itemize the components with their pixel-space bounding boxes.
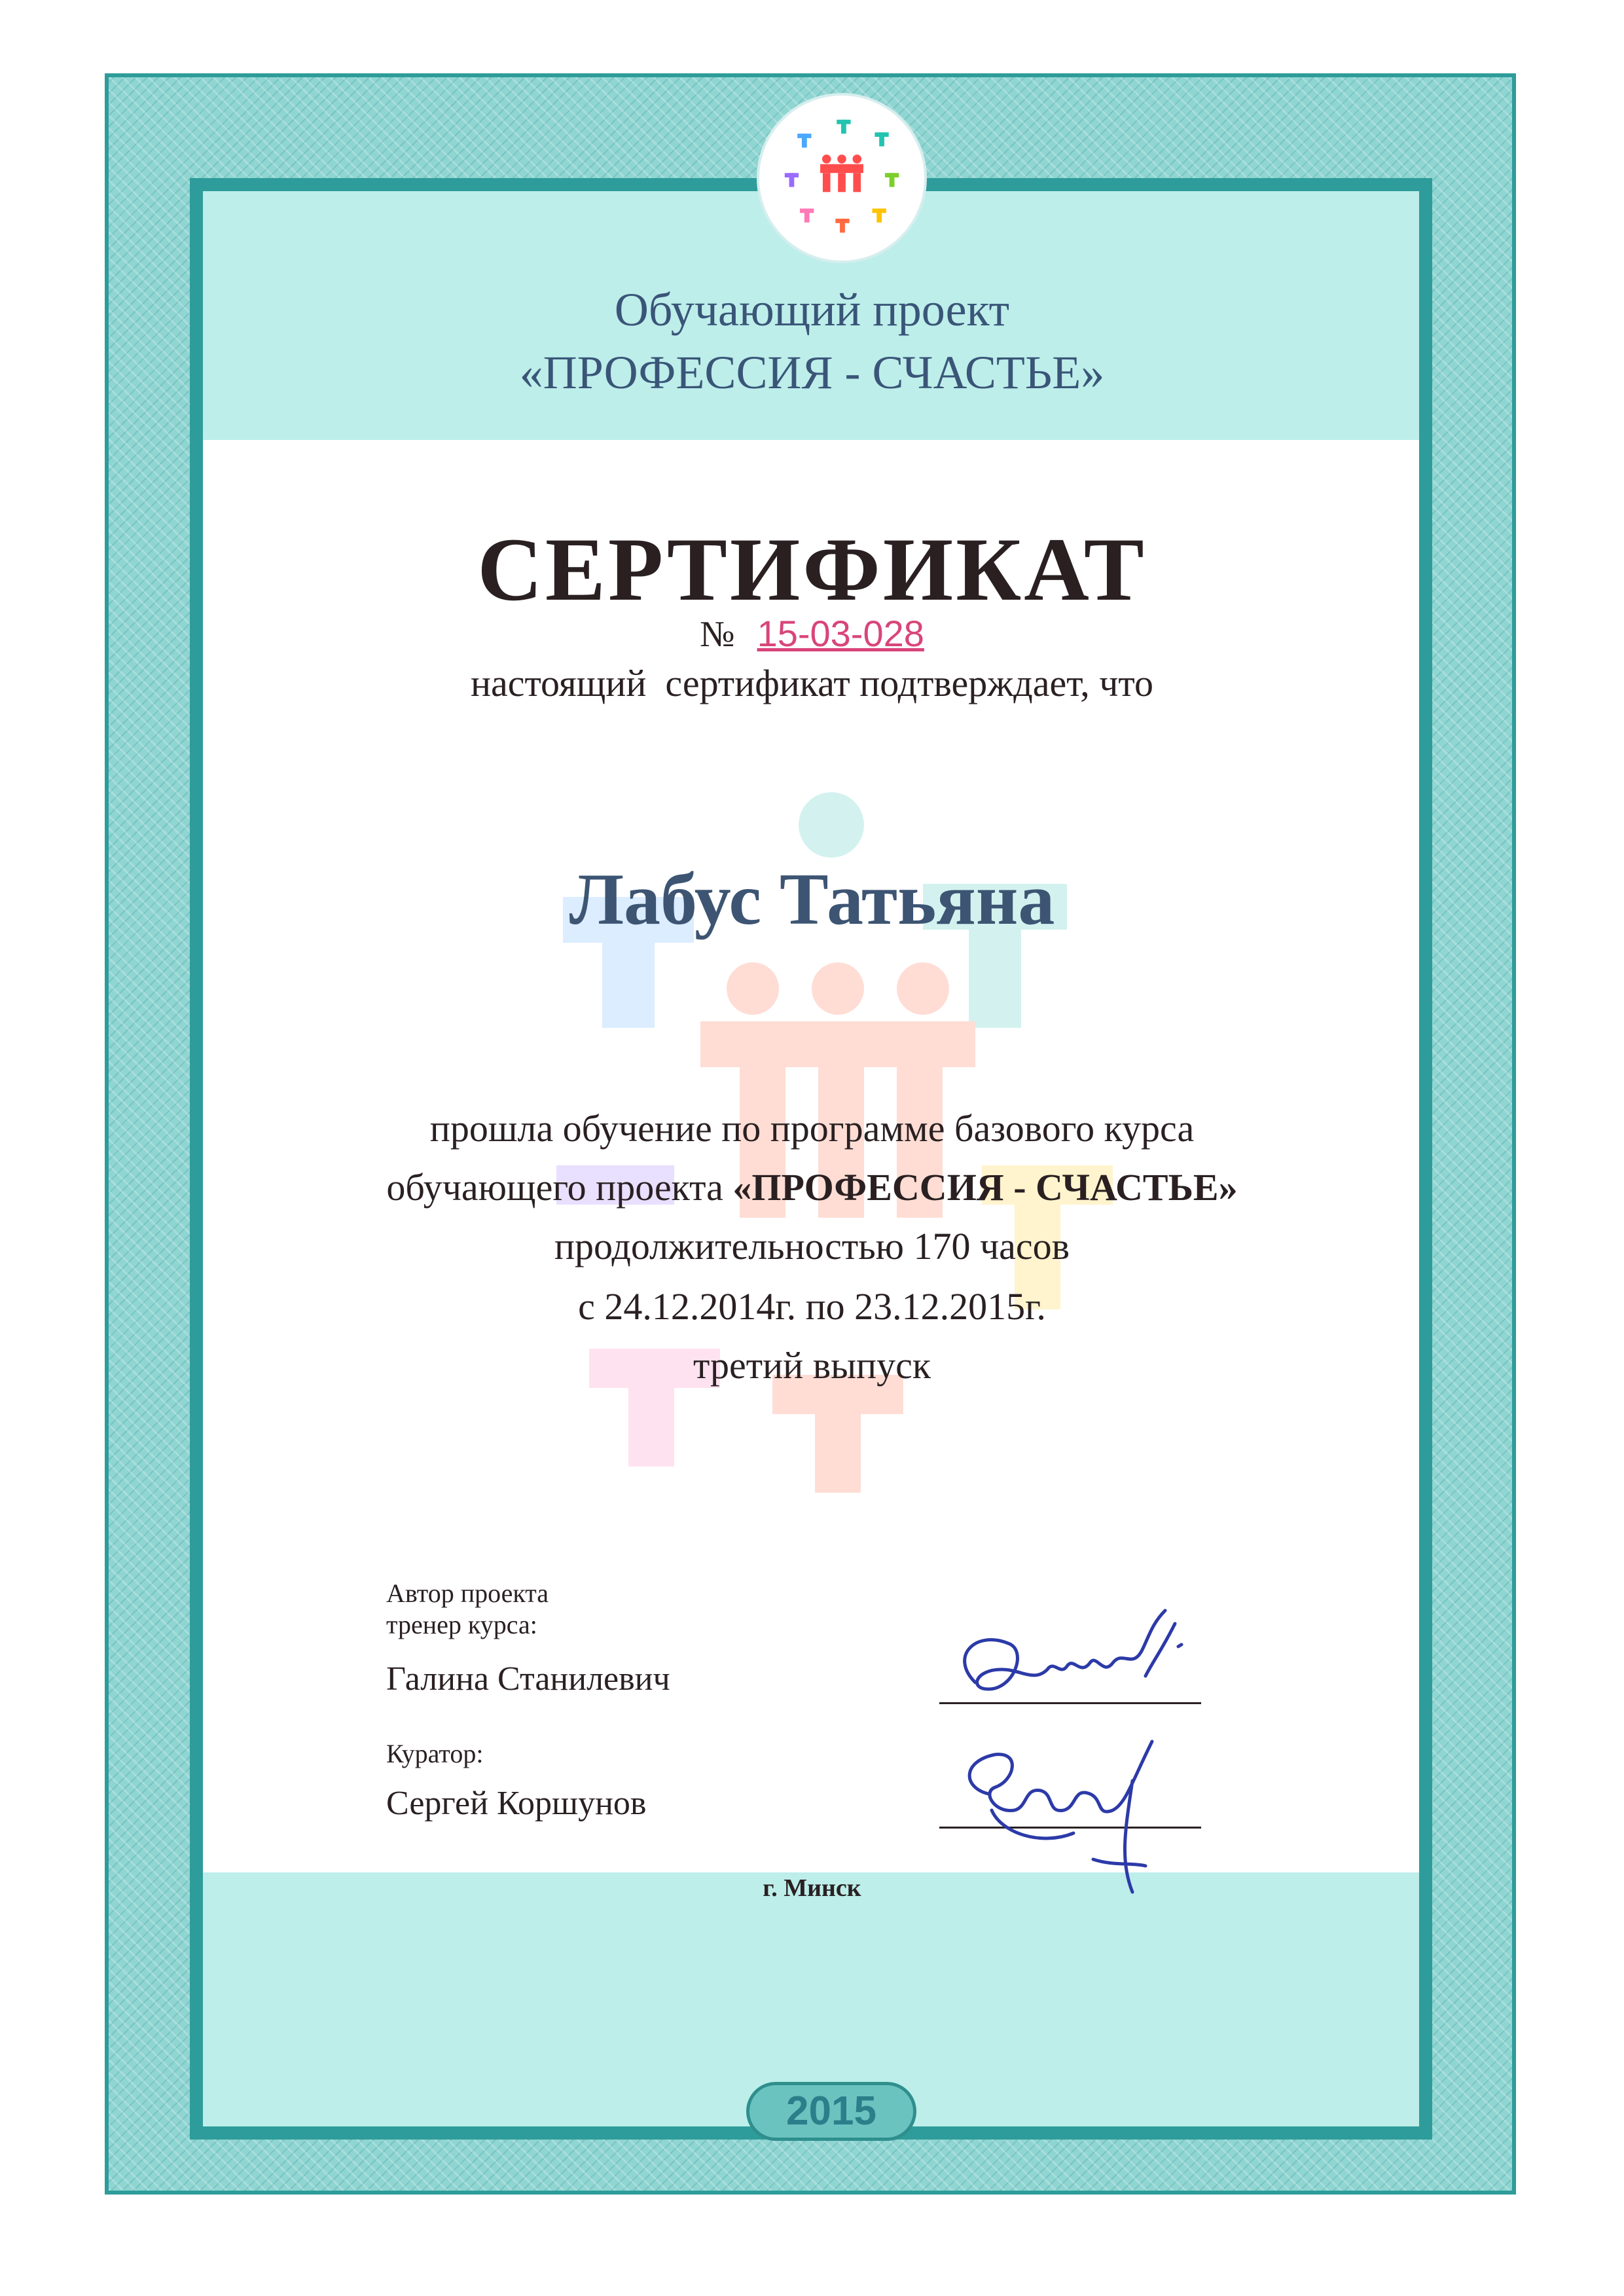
body-line-2-project: «ПРОФЕССИЯ - СЧАСТЬЕ» [732, 1166, 1238, 1209]
confirmation-text: настоящий сертификат подтверждает, что [470, 662, 1154, 704]
author-label-1: Автор проекта [386, 1578, 549, 1608]
curator-label: Куратор: [386, 1739, 484, 1768]
body-line-4: с 24.12.2014г. по 23.12.2015г. [578, 1285, 1046, 1328]
curator-name: Сергей Коршунов [386, 1785, 647, 1822]
certificate-number-row [0, 612, 1624, 655]
body-line-1: прошла обучение по программе базового курса [429, 1107, 1195, 1150]
project-title-line1: Обучающий проект [614, 283, 1010, 336]
author-name: Галина Станилевич [386, 1660, 670, 1698]
body-line-3: продолжительностью 170 часов [554, 1225, 1070, 1267]
body-line-2-prefix: обучающего проекта [386, 1166, 723, 1209]
certificate-title: СЕРТИФИКАТ [477, 519, 1147, 619]
year-badge: 2015 [746, 2082, 916, 2141]
author-label-2: тренер курса: [386, 1610, 537, 1639]
people-logo-icon [759, 96, 924, 261]
certificate-number: 15-03-028 [757, 613, 924, 654]
recipient-name: Лабус Татьяна [569, 859, 1055, 940]
project-logo [757, 93, 927, 263]
body-line-2 [0, 1165, 1624, 1209]
number-sign: № [700, 614, 735, 655]
project-title-line2: «ПРОФЕССИЯ - СЧАСТЬЕ» [519, 346, 1105, 399]
body-line-5: третий выпуск [693, 1344, 931, 1387]
city-label: г. Минск [763, 1874, 861, 1902]
